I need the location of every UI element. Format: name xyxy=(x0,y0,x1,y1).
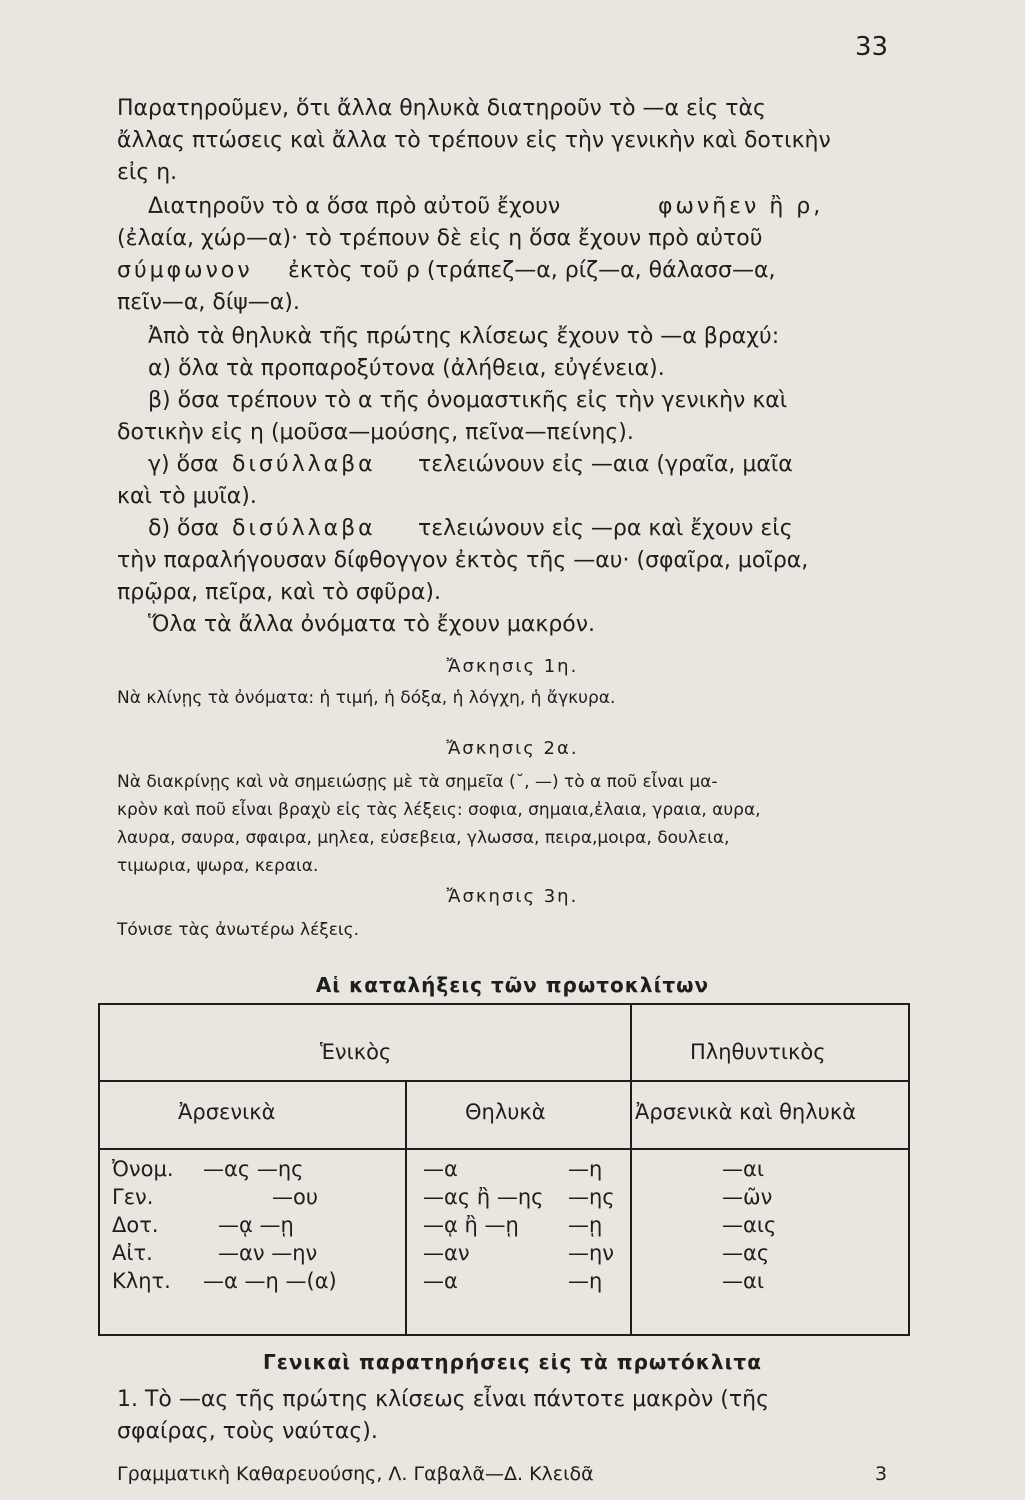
exercise-line: κρὸν καὶ ποῦ εἶναι βραχὺ εἰς τὰς λέξεις: σοφια, σημαια,ἐλαια, γραια, αυρα, xyxy=(117,800,761,820)
text-line: γ) ὅσα xyxy=(148,452,219,477)
spaced-term: φωνῆεν ἢ ρ, xyxy=(658,194,824,219)
case-label: Κλητ. xyxy=(112,1269,171,1293)
text-line: Παρατηροῦμεν, ὅτι ἄλλα θηλυκὰ διατηροῦν τὸ —α εἰς τὰς xyxy=(117,96,766,121)
text-line: τὴν παραλήγουσαν δίφθογγον ἐκτὸς τῆς —αυ· (σφαῖρα, μοῖρα, xyxy=(117,548,809,573)
text-line: ἄλλας πτώσεις καὶ ἄλλα τὸ τρέπουν εἰς τὴν γενικὴν καὶ δοτικὴν xyxy=(117,128,831,153)
header-singular: Ἑνικὸς xyxy=(320,1040,392,1064)
text-line: πρῷρα, πεῖρα, καὶ τὸ σφῦρα). xyxy=(117,580,441,605)
page-number: 33 xyxy=(855,32,889,62)
exercise-line: λαυρα, σαυρα, σφαιρα, μηλεα, εὐσεβεια, γλωσσα, πειρα,μοιρα, δουλεια, xyxy=(117,828,730,848)
plural-ending: —αι xyxy=(722,1269,764,1293)
exercise-line: Νὰ κλίνῃς τὰ ὀνόματα: ἡ τιμή, ἡ δόξα, ἡ λόγχη, ἡ ἄγκυρα. xyxy=(117,688,616,708)
exercise-title: Ἄσκησις 3η. xyxy=(446,886,579,907)
header-feminine: Θηλυκὰ xyxy=(465,1100,546,1124)
text-line: τελειώνουν εἰς —αια (γραῖα, μαῖα xyxy=(418,452,793,477)
text-line: τελειώνουν εἰς —ρα καὶ ἔχουν εἰς xyxy=(418,516,793,541)
fem-ending-b: —ῃ xyxy=(568,1213,603,1237)
text-line: Διατηροῦν τὸ α ὅσα πρὸ αὐτοῦ ἔχουν xyxy=(148,194,561,219)
plural-ending: —ας xyxy=(722,1241,770,1265)
table-border-right xyxy=(908,1003,910,1336)
text-line: α) ὅλα τὰ προπαροξύτονα (ἀλήθεια, εὐγένεια). xyxy=(148,356,665,381)
plural-ending: —αις xyxy=(722,1213,777,1237)
masc-ending: —ᾳ —ῃ xyxy=(218,1213,294,1237)
table-divider-number xyxy=(630,1003,632,1336)
plural-ending: —αι xyxy=(722,1157,764,1181)
text-line: Ὅλα τὰ ἄλλα ὀνόματα τὸ ἔχουν μακρόν. xyxy=(148,612,596,637)
text-line: ἐκτὸς τοῦ ρ (τράπεζ—α, ρίζ—α, θάλασσ—α, xyxy=(288,258,776,283)
masc-ending: —ου xyxy=(272,1185,318,1209)
text-line: (ἐλαία, χώρ—α)· τὸ τρέπουν δὲ εἰς η ὅσα ἔχουν πρὸ αὐτοῦ xyxy=(117,226,763,251)
table-divider-gender xyxy=(405,1080,407,1336)
table-rule-top xyxy=(98,1003,910,1005)
fem-ending-b: —η xyxy=(568,1269,603,1293)
table-rule-sub xyxy=(100,1148,908,1150)
exercise-title: Ἄσκησις 2α. xyxy=(446,738,579,759)
fem-ending-b: —ην xyxy=(568,1241,615,1265)
fem-ending-a: —ας ἢ —ης xyxy=(423,1185,544,1209)
case-label: Γεν. xyxy=(112,1185,154,1209)
text-line: καὶ τὸ μυῖα). xyxy=(117,484,257,509)
text-line: πεῖν—α, δίψ—α). xyxy=(117,290,300,315)
table-border-left xyxy=(98,1003,100,1336)
spaced-term: δισύλλαβα xyxy=(232,452,376,477)
text-line: δ) ὅσα xyxy=(148,516,219,541)
footer-signature-number: 3 xyxy=(875,1463,888,1485)
text-line: σφαίρας, τοὺς ναύτας). xyxy=(117,1419,378,1444)
table-rule-bottom xyxy=(98,1334,910,1336)
fem-ending-a: —α xyxy=(423,1157,458,1181)
spaced-term: σύμφωνον xyxy=(117,258,253,283)
table-title: Αἱ καταλήξεις τῶν πρωτοκλίτων xyxy=(315,973,710,997)
text-line: β) ὅσα τρέπουν τὸ α τῆς ὀνομαστικῆς εἰς τὴν γενικὴν καὶ xyxy=(148,388,788,413)
text-line: δοτικὴν εἰς η (μοῦσα—μούσης, πεῖνα—πείνης). xyxy=(117,420,634,445)
exercise-line: Νὰ διακρίνῃς καὶ νὰ σημειώσῃς μὲ τὰ σημεῖα (˘, —) τὸ α ποῦ εἶναι μα- xyxy=(117,772,718,792)
case-label: Αἰτ. xyxy=(112,1241,153,1265)
header-masculine: Ἀρσενικὰ xyxy=(178,1100,276,1124)
exercise-line: Τόνισε τὰς ἀνωτέρω λέξεις. xyxy=(117,920,360,940)
exercise-title: Ἄσκησις 1η. xyxy=(446,656,579,677)
header-masc-fem: Ἀρσενικὰ καὶ θηλυκὰ xyxy=(635,1100,857,1124)
table-rule-header xyxy=(100,1080,908,1082)
case-label: Ὀνομ. xyxy=(112,1157,174,1181)
spaced-term: δισύλλαβα xyxy=(232,516,376,541)
plural-ending: —ῶν xyxy=(722,1185,773,1209)
masc-ending: —ας —ης xyxy=(203,1157,304,1181)
section-title: Γενικαὶ παρατηρήσεις εἰς τὰ πρωτόκλιτα xyxy=(263,1350,762,1374)
text-line: 1. Τὸ —ας τῆς πρώτης κλίσεως εἶναι πάντοτε μακρὸν (τῆς xyxy=(117,1387,769,1412)
fem-ending-a: —αν xyxy=(423,1241,470,1265)
masc-ending: —αν —ην xyxy=(218,1241,318,1265)
fem-ending-a: —ᾳ ἢ —ῃ xyxy=(423,1213,519,1237)
header-plural: Πληθυντικὸς xyxy=(690,1040,826,1064)
text-line: Ἀπὸ τὰ θηλυκὰ τῆς πρώτης κλίσεως ἔχουν τὸ —α βραχύ: xyxy=(148,324,780,349)
masc-ending: —α —η —(α) xyxy=(203,1269,337,1293)
text-line: εἰς η. xyxy=(117,160,178,185)
case-label: Δοτ. xyxy=(112,1213,159,1237)
footer-source: Γραμματικὴ Καθαρευούσης, Λ. Γαβαλᾶ—Δ. Κλειδᾶ xyxy=(117,1463,594,1485)
fem-ending-b: —ης xyxy=(568,1185,615,1209)
fem-ending-b: —η xyxy=(568,1157,603,1181)
fem-ending-a: —α xyxy=(423,1269,458,1293)
exercise-line: τιμωρια, ψωρα, κεραια. xyxy=(117,856,319,876)
